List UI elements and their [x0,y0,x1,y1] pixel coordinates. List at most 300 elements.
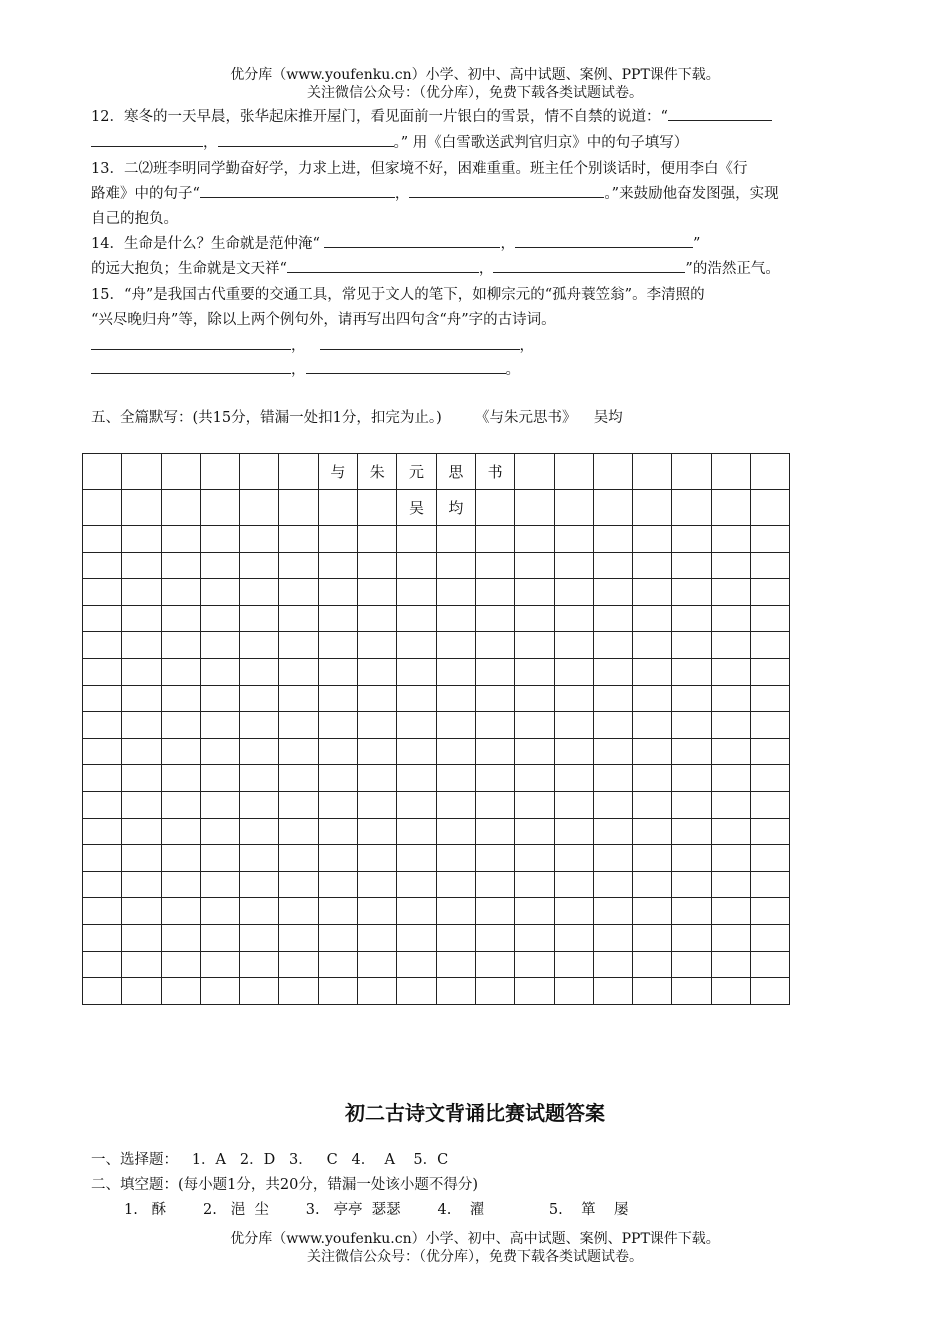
grid-cell[interactable] [436,765,475,792]
grid-cell[interactable] [83,765,122,792]
grid-cell[interactable] [672,632,711,659]
grid-cell[interactable] [161,454,200,490]
grid-cell[interactable] [161,951,200,978]
grid-cell[interactable] [751,845,790,872]
grid-cell[interactable] [358,658,397,685]
grid-cell[interactable] [279,978,318,1005]
answer-blank[interactable] [409,183,604,198]
grid-cell[interactable] [711,712,750,739]
grid-cell[interactable] [397,552,436,579]
grid-cell[interactable] [279,579,318,606]
grid-cell[interactable] [672,738,711,765]
grid-cell[interactable] [711,605,750,632]
grid-cell[interactable] [436,818,475,845]
grid-cell[interactable] [554,579,593,606]
grid-cell[interactable] [358,898,397,925]
grid-cell[interactable] [318,898,357,925]
grid-cell[interactable] [475,605,514,632]
grid-cell[interactable] [279,898,318,925]
grid-cell[interactable] [397,791,436,818]
grid-cell[interactable] [161,552,200,579]
grid-cell[interactable] [593,579,632,606]
grid-cell[interactable] [200,871,239,898]
grid-cell[interactable] [711,924,750,951]
grid-cell[interactable] [240,526,279,553]
grid-cell[interactable] [475,685,514,712]
grid-cell[interactable] [593,712,632,739]
grid-cell[interactable] [711,951,750,978]
grid-cell[interactable] [240,658,279,685]
grid-cell[interactable] [593,765,632,792]
grid-cell[interactable] [397,738,436,765]
grid-cell[interactable] [436,685,475,712]
grid-cell[interactable] [358,552,397,579]
grid-cell[interactable] [633,818,672,845]
grid-cell[interactable] [279,685,318,712]
grid-cell[interactable] [240,685,279,712]
grid-cell[interactable] [554,712,593,739]
grid-cell[interactable] [554,685,593,712]
grid-cell[interactable] [711,490,750,526]
grid-cell[interactable] [515,765,554,792]
grid-cell[interactable] [515,712,554,739]
grid-cell[interactable] [633,924,672,951]
answer-blank[interactable] [91,132,203,147]
grid-cell[interactable] [318,978,357,1005]
grid-cell[interactable] [161,526,200,553]
grid-cell[interactable] [83,605,122,632]
grid-cell[interactable] [554,845,593,872]
grid-cell[interactable] [672,978,711,1005]
grid-cell[interactable] [279,605,318,632]
grid-cell[interactable] [122,552,161,579]
grid-cell[interactable] [475,490,514,526]
grid-cell[interactable] [200,978,239,1005]
grid-cell[interactable] [436,579,475,606]
grid-cell[interactable] [751,738,790,765]
grid-cell[interactable] [240,845,279,872]
grid-cell[interactable] [475,898,514,925]
grid-cell[interactable] [672,924,711,951]
grid-cell[interactable] [593,658,632,685]
grid-cell[interactable] [358,632,397,659]
grid-cell[interactable] [318,871,357,898]
grid-cell[interactable] [593,818,632,845]
grid-cell[interactable] [358,685,397,712]
grid-cell[interactable] [515,791,554,818]
grid-cell[interactable] [318,605,357,632]
grid-cell[interactable] [122,924,161,951]
grid-cell[interactable] [397,818,436,845]
grid-cell[interactable] [751,818,790,845]
grid-cell[interactable] [83,951,122,978]
grid-cell[interactable] [711,871,750,898]
grid-cell[interactable] [515,871,554,898]
grid-cell[interactable] [633,978,672,1005]
grid-cell[interactable] [200,791,239,818]
grid-cell[interactable] [672,552,711,579]
grid-cell[interactable] [633,951,672,978]
grid-cell[interactable] [436,978,475,1005]
grid-cell[interactable] [200,579,239,606]
grid-cell[interactable] [751,898,790,925]
grid-cell[interactable] [475,552,514,579]
grid-cell[interactable] [358,845,397,872]
grid-cell[interactable] [200,526,239,553]
grid-cell[interactable] [593,490,632,526]
grid-cell[interactable] [83,490,122,526]
grid-cell[interactable] [83,579,122,606]
grid-cell[interactable] [711,845,750,872]
grid-cell[interactable] [240,579,279,606]
grid-cell[interactable] [711,632,750,659]
grid-cell[interactable] [200,738,239,765]
grid-cell[interactable] [279,818,318,845]
answer-blank[interactable] [200,183,395,198]
grid-cell[interactable] [593,791,632,818]
grid-cell[interactable] [554,605,593,632]
grid-cell[interactable] [436,898,475,925]
grid-cell[interactable] [83,845,122,872]
grid-cell[interactable] [672,579,711,606]
grid-cell[interactable] [279,526,318,553]
grid-cell[interactable] [593,632,632,659]
grid-cell[interactable] [672,605,711,632]
grid-cell[interactable] [279,632,318,659]
grid-cell[interactable] [397,898,436,925]
grid-cell[interactable] [475,765,514,792]
answer-blank[interactable] [91,335,291,350]
grid-cell[interactable]: 书 [475,454,514,490]
grid-cell[interactable] [554,490,593,526]
grid-cell[interactable] [436,632,475,659]
grid-cell[interactable] [593,685,632,712]
grid-cell[interactable] [672,871,711,898]
grid-cell[interactable] [161,490,200,526]
grid-cell[interactable] [200,898,239,925]
grid-cell[interactable] [318,765,357,792]
grid-cell[interactable]: 思 [436,454,475,490]
grid-cell[interactable] [200,685,239,712]
grid-cell[interactable] [593,454,632,490]
grid-cell[interactable] [161,791,200,818]
answer-blank[interactable] [218,132,394,147]
grid-cell[interactable]: 朱 [358,454,397,490]
grid-cell[interactable] [751,579,790,606]
grid-cell[interactable] [161,818,200,845]
grid-cell[interactable] [633,552,672,579]
grid-cell[interactable] [593,978,632,1005]
grid-cell[interactable] [200,712,239,739]
grid-cell[interactable] [554,898,593,925]
grid-cell[interactable] [554,818,593,845]
grid-cell[interactable] [83,685,122,712]
grid-cell[interactable] [358,818,397,845]
grid-cell[interactable] [240,490,279,526]
grid-cell[interactable] [161,871,200,898]
grid-cell[interactable] [633,898,672,925]
grid-cell[interactable] [711,685,750,712]
grid-cell[interactable] [240,552,279,579]
grid-cell[interactable] [672,658,711,685]
grid-cell[interactable] [318,845,357,872]
grid-cell[interactable] [200,605,239,632]
grid-cell[interactable] [397,924,436,951]
grid-cell[interactable] [554,765,593,792]
grid-cell[interactable] [397,978,436,1005]
grid-cell[interactable] [633,845,672,872]
grid-cell[interactable] [161,738,200,765]
grid-cell[interactable] [633,605,672,632]
grid-cell[interactable] [593,845,632,872]
grid-cell[interactable] [751,791,790,818]
grid-cell[interactable] [475,871,514,898]
grid-cell[interactable] [240,791,279,818]
grid-cell[interactable] [751,951,790,978]
grid-cell[interactable] [83,632,122,659]
answer-blank[interactable] [515,233,693,248]
grid-cell[interactable] [436,951,475,978]
grid-cell[interactable] [200,552,239,579]
grid-cell[interactable] [475,712,514,739]
grid-cell[interactable] [436,605,475,632]
answer-blank[interactable] [324,233,500,248]
grid-cell[interactable] [240,765,279,792]
grid-cell[interactable] [711,978,750,1005]
grid-cell[interactable] [122,818,161,845]
grid-cell[interactable] [122,978,161,1005]
grid-cell[interactable] [515,924,554,951]
grid-cell[interactable] [515,845,554,872]
grid-cell[interactable] [358,605,397,632]
grid-cell[interactable] [122,791,161,818]
grid-cell[interactable] [122,579,161,606]
grid-cell[interactable] [711,791,750,818]
grid-cell[interactable] [633,454,672,490]
grid-cell[interactable] [711,898,750,925]
grid-cell[interactable] [122,898,161,925]
grid-cell[interactable] [279,658,318,685]
grid-cell[interactable] [358,951,397,978]
grid-cell[interactable] [318,818,357,845]
grid-cell[interactable] [358,579,397,606]
grid-cell[interactable] [83,818,122,845]
grid-cell[interactable] [318,738,357,765]
grid-cell[interactable] [711,454,750,490]
grid-cell[interactable] [751,632,790,659]
grid-cell[interactable] [672,845,711,872]
grid-cell[interactable] [200,845,239,872]
grid-cell[interactable] [515,632,554,659]
grid-cell[interactable] [240,978,279,1005]
grid-cell[interactable] [240,605,279,632]
grid-cell[interactable] [161,898,200,925]
grid-cell[interactable] [475,924,514,951]
grid-cell[interactable] [122,454,161,490]
grid-cell[interactable] [358,924,397,951]
grid-cell[interactable] [554,791,593,818]
grid-cell[interactable] [122,605,161,632]
grid-cell[interactable] [475,738,514,765]
grid-cell[interactable] [397,951,436,978]
grid-cell[interactable] [122,738,161,765]
grid-cell[interactable] [397,765,436,792]
grid-cell[interactable] [515,685,554,712]
answer-blank[interactable] [493,258,685,273]
grid-cell[interactable] [554,552,593,579]
grid-cell[interactable] [161,845,200,872]
grid-cell[interactable] [436,712,475,739]
grid-cell[interactable] [515,526,554,553]
grid-cell[interactable] [240,898,279,925]
grid-cell[interactable] [397,685,436,712]
grid-cell[interactable] [122,712,161,739]
grid-cell[interactable] [672,818,711,845]
grid-cell[interactable] [318,951,357,978]
grid-cell[interactable] [633,685,672,712]
grid-cell[interactable] [711,579,750,606]
grid-cell[interactable] [397,579,436,606]
answer-blank[interactable] [287,258,479,273]
grid-cell[interactable] [161,765,200,792]
grid-cell[interactable] [672,712,711,739]
grid-cell[interactable] [240,738,279,765]
grid-cell[interactable] [475,632,514,659]
grid-cell[interactable] [161,632,200,659]
grid-cell[interactable] [122,765,161,792]
answer-blank[interactable] [668,106,772,121]
grid-cell[interactable] [161,579,200,606]
grid-cell[interactable] [161,924,200,951]
grid-cell[interactable] [436,791,475,818]
grid-cell[interactable] [161,978,200,1005]
grid-cell[interactable] [633,738,672,765]
grid-cell[interactable] [711,552,750,579]
grid-cell[interactable] [515,454,554,490]
grid-cell[interactable] [711,526,750,553]
grid-cell[interactable] [397,845,436,872]
grid-cell[interactable] [554,924,593,951]
grid-cell[interactable] [318,490,357,526]
grid-cell[interactable] [358,765,397,792]
grid-cell[interactable] [240,818,279,845]
grid-cell[interactable] [672,898,711,925]
grid-cell[interactable] [475,951,514,978]
grid-cell[interactable] [515,951,554,978]
grid-cell[interactable] [475,526,514,553]
grid-cell[interactable] [122,658,161,685]
grid-cell[interactable] [554,951,593,978]
grid-cell[interactable] [436,924,475,951]
grid-cell[interactable] [358,738,397,765]
grid-cell[interactable] [83,738,122,765]
grid-cell[interactable] [633,658,672,685]
grid-cell[interactable] [279,454,318,490]
grid-cell[interactable] [633,871,672,898]
grid-cell[interactable] [554,738,593,765]
grid-cell[interactable] [318,685,357,712]
grid-cell[interactable] [122,526,161,553]
grid-cell[interactable] [436,552,475,579]
grid-cell[interactable] [397,605,436,632]
grid-cell[interactable] [751,924,790,951]
grid-cell[interactable]: 吴 [397,490,436,526]
grid-cell[interactable] [554,454,593,490]
grid-cell[interactable] [318,632,357,659]
writing-grid[interactable] [82,453,790,1005]
grid-cell[interactable] [200,658,239,685]
grid-cell[interactable] [161,605,200,632]
grid-cell[interactable] [279,871,318,898]
grid-cell[interactable] [83,552,122,579]
grid-cell[interactable] [515,658,554,685]
grid-cell[interactable] [240,712,279,739]
grid-cell[interactable] [161,658,200,685]
grid-cell[interactable] [83,898,122,925]
grid-cell[interactable] [200,951,239,978]
grid-cell[interactable] [711,765,750,792]
grid-cell[interactable] [240,454,279,490]
grid-cell[interactable] [397,526,436,553]
grid-cell[interactable] [515,898,554,925]
grid-cell[interactable] [593,951,632,978]
grid-cell[interactable] [83,924,122,951]
grid-cell[interactable] [554,632,593,659]
grid-cell[interactable] [240,871,279,898]
grid-cell[interactable] [672,791,711,818]
grid-cell[interactable] [554,658,593,685]
grid-cell[interactable] [436,845,475,872]
grid-cell[interactable] [593,552,632,579]
grid-cell[interactable] [83,658,122,685]
grid-cell[interactable] [593,898,632,925]
grid-cell[interactable] [633,526,672,553]
grid-cell[interactable] [633,579,672,606]
grid-cell[interactable] [475,978,514,1005]
grid-cell[interactable] [633,490,672,526]
grid-cell[interactable] [279,924,318,951]
grid-cell[interactable] [279,552,318,579]
grid-cell[interactable] [436,526,475,553]
grid-cell[interactable] [318,712,357,739]
answer-blank[interactable] [91,359,291,374]
grid-cell[interactable] [672,685,711,712]
grid-cell[interactable] [200,924,239,951]
grid-cell[interactable] [122,871,161,898]
grid-cell[interactable] [83,712,122,739]
grid-cell[interactable] [200,454,239,490]
grid-cell[interactable] [279,490,318,526]
grid-cell[interactable] [358,871,397,898]
answer-blank[interactable] [320,335,520,350]
grid-cell[interactable] [593,605,632,632]
grid-cell[interactable] [672,765,711,792]
grid-cell[interactable] [751,871,790,898]
grid-cell[interactable] [633,632,672,659]
grid-cell[interactable] [751,490,790,526]
grid-cell[interactable] [475,791,514,818]
grid-cell[interactable] [593,738,632,765]
grid-cell[interactable] [358,712,397,739]
grid-cell[interactable] [200,765,239,792]
grid-cell[interactable] [83,978,122,1005]
grid-cell[interactable] [711,818,750,845]
grid-cell[interactable] [633,791,672,818]
grid-cell[interactable] [397,871,436,898]
grid-cell[interactable] [633,765,672,792]
grid-cell[interactable] [515,552,554,579]
grid-cell[interactable] [318,924,357,951]
